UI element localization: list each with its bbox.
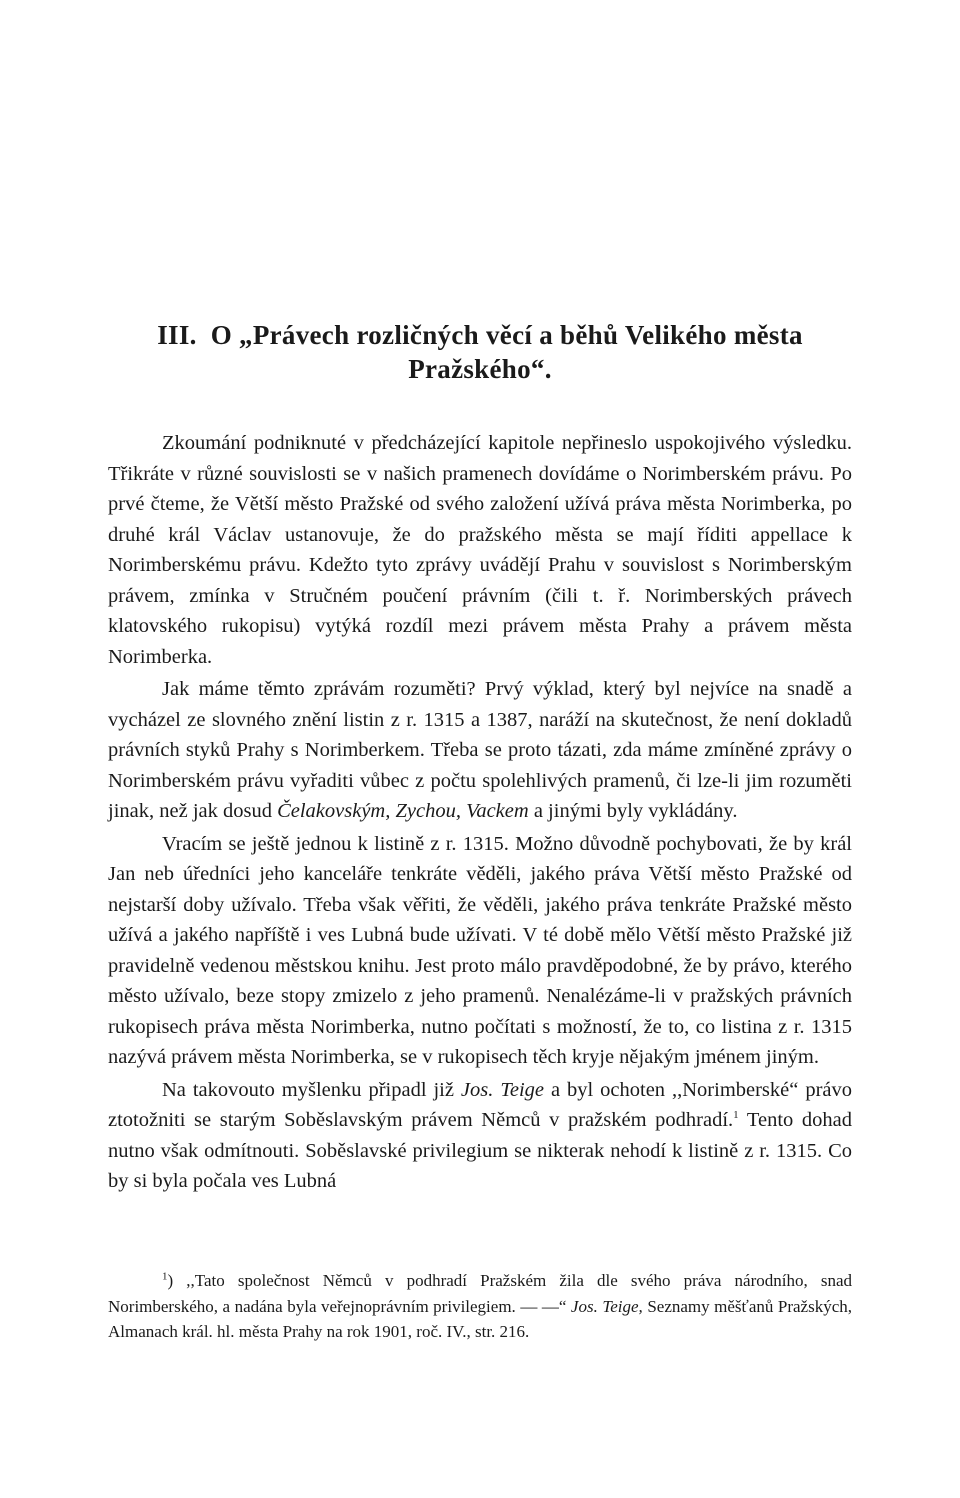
page-body xyxy=(108,318,852,1197)
footnote-divider xyxy=(108,1244,852,1245)
main-text xyxy=(108,428,852,1197)
paragraph-3: Vracím se ještě jednou k listině z r. 1315. Možno důvodně pochybovati, že by král Jan neb úředníci jeho kanceláře tenkráte věděli, jakého práva Větší město Pražské od nejstarší doby užívalo. Třeba však věřiti, že věděli, jakého práva tenkráte Pražské město užívá a jakého napříště i ves Lubná bude užívati. V té době mělo Větší město Pražské již pravidelně vedenou městskou knihu. Jest proto málo pravděpodobné, že by právo, kterého město užívalo, beze stopy zmizelo z jeho pramenů. Nenalézáme-li v pražských právních rukopisech práva města Norimberka, nutno počítati s možností, že to, co listina z r. 1315 nazývá právem města Norimberka, se v rukopisech těch kryje nějakým jménem jiným. xyxy=(108,832,852,1068)
paragraph-4-text-c: Tento dohad nutno však odmítnouti. Soběslavské privilegium se nikterak nehodí k listině z r. 1315. Co by si byla počala ves Lubná xyxy=(108,1109,852,1192)
paragraph-4 xyxy=(108,1075,852,1197)
footnote-mark: 1 xyxy=(162,1270,168,1283)
paragraph-4-author: Jos. Teige xyxy=(460,1078,544,1101)
footnote-mark-paren: ) xyxy=(167,1271,174,1290)
paragraph-2-authors: Čelakovským, Zychou, Vackem xyxy=(277,800,529,822)
paragraph-2-text-b: a jinými byly vykládány. xyxy=(528,800,738,822)
chapter-title xyxy=(108,318,852,386)
footnote-text-a: ,,Tato společnost Němců v podhradí Pražském žila dle svého práva národního, snad Norimberského, a nadána byla veřejnoprávním privilegiem. — —“ xyxy=(108,1271,852,1316)
footnote-1 xyxy=(108,1268,852,1345)
footnotes xyxy=(108,1268,852,1345)
paragraph-4-text-a: Na takovouto myšlenku připadl již xyxy=(162,1078,461,1101)
paragraph-2 xyxy=(108,674,852,827)
chapter-number: III. xyxy=(157,320,197,350)
footnote-text-b: Seznamy měšťanů Pražských, Almanach král. hl. města Prahy na rok 1901, roč. IV., str. 216. xyxy=(108,1296,852,1341)
paragraph-4-text-b: a byl ochoten ,,Norimberské“ právo ztotožniti se starým Soběslavským právem Němců v pražském podhradí. xyxy=(108,1078,852,1131)
footnote-author: Jos. Teige, xyxy=(570,1296,643,1316)
chapter-title-line1: O „Právech rozličných věcí a běhů Velikého města xyxy=(210,320,803,350)
footnote-reference[interactable]: 1 xyxy=(733,1109,739,1122)
paragraph-1: Zkoumání podniknuté v předcházející kapitole nepřineslo uspokojivého výsledku. Třikráte v různé souvislosti se v našich pramenech dovídáme o Norimberském právu. Po prvé čteme, že Větší město Pražské od svého založení užívá práva města Norimberka, po druhé král Václav ustanovuje, že do pražského města se mají říditi appellace k Norimberskému právu. Kdežto tyto zprávy uvádějí Prahu v souvislost s Norimberským právem, zmínka v Stručném poučení právním (čili t. ř. Norimberských právech klatovského rukopisu) vytýká rozdíl mezi právem města Prahy a právem města Norimberka. xyxy=(108,432,852,668)
paragraph-2-text-a: Jak máme těmto zprávám rozuměti? Prvý výklad, který byl nejvíce na snadě a vycházel ze slovného znění listin z r. 1315 a 1387, naráží na skutečnost, že není dokladů právních styků Prahy s Norimberkem. Třeba se proto tázati, zda máme zmíněné zprávy o Norimberském právu vyřaditi vůbec z počtu spolehlivých pramenů, či lze-li jim rozuměti jinak, než jak dosud xyxy=(108,678,852,822)
chapter-title-line2: Pražského“. xyxy=(408,354,552,384)
